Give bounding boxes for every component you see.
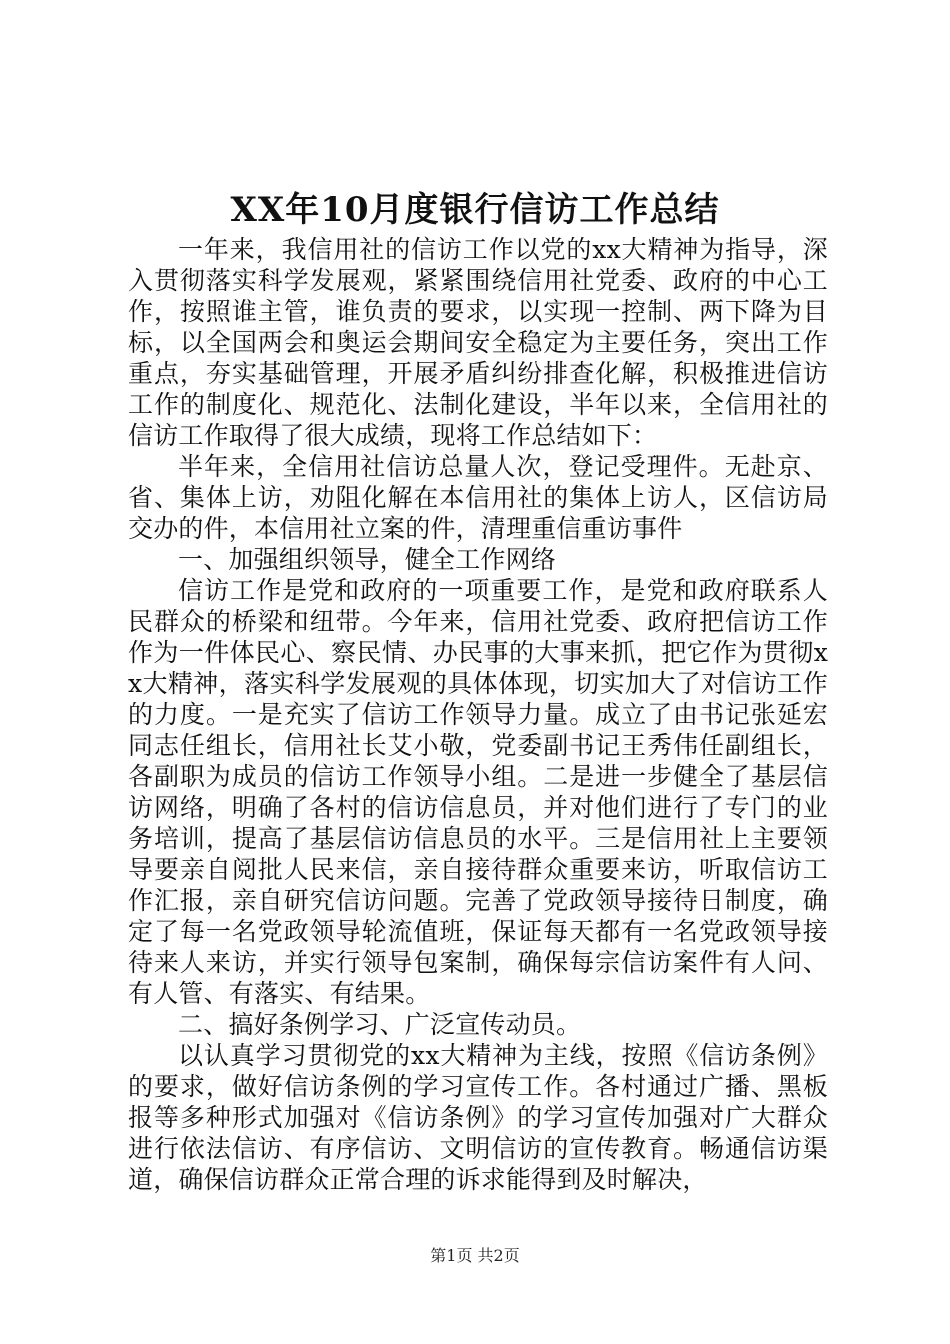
document-title: XX年10月度银行信访工作总结 — [230, 190, 720, 230]
document-body — [128, 234, 828, 1195]
page-footer: 第1页 共2页 — [430, 1246, 520, 1265]
section-heading-2: 二、搞好条例学习、广泛宣传动员。 — [178, 1010, 582, 1039]
paragraph-intro: 一年来，我信用社的信访工作以党的xx大精神为指导，深入贯彻落实科学发展观，紧紧围绕信用社党委、政府的中心工作，按照谁主管，谁负责的要求，以实现一控制、两下降为目标，以全国两会和奥运会期间安全稳定为主要任务，突出工作重点，夯实基础管理，开展矛盾纠纷排查化解，积极推进信访工作的制度化、规范化、法制化建设，半年以来，全信用社的信访工作取得了很大成绩，现将工作总结如下： — [128, 235, 828, 450]
paragraph-section-2: 以认真学习贯彻党的xx大精神为主线，按照《信访条例》的要求，做好信访条例的学习宣传工作。各村通过广播、黑板报等多种形式加强对《信访条例》的学习宣传加强对广大群众进行依法信访、有序信访、文明信访的宣传教育。畅通信访渠道，确保信访群众正常合理的诉求能得到及时解决， — [128, 1041, 828, 1194]
paragraph-summary: 半年来，全信用社信访总量人次，登记受理件。无赴京、省、集体上访，劝阻化解在本信用社的集体上访人，区信访局交办的件，本信用社立案的件，清理重信重访事件 — [128, 452, 828, 543]
paragraph-section-1: 信访工作是党和政府的一项重要工作，是党和政府联系人民群众的桥梁和纽带。今年来，信用社党委、政府把信访工作作为一件体民心、察民情、办民事的大事来抓，把它作为贯彻xx大精神，落实科学发展观的具体体现，切实加大了对信访工作的力度。一是充实了信访工作领导力量。成立了由书记张延宏同志任组长，信用社长艾小敬，党委副书记王秀伟任副组长，各副职为成员的信访工作领导小组。二是进一步健全了基层信访网络，明确了各村的信访信息员，并对他们进行了专门的业务培训，提高了基层信访信息员的水平。三是信用社上主要领导要亲自阅批人民来信，亲自接待群众重要来访，听取信访工作汇报，亲自研究信访问题。完善了党政领导接待日制度，确定了每一名党政领导轮流值班，保证每天都有一名党政领导接待来人来访，并实行领导包案制，确保每宗信访案件有人问、有人管、有落实、有结果。 — [128, 576, 828, 1008]
section-heading-1: 一、加强组织领导，健全工作网络 — [178, 545, 557, 574]
